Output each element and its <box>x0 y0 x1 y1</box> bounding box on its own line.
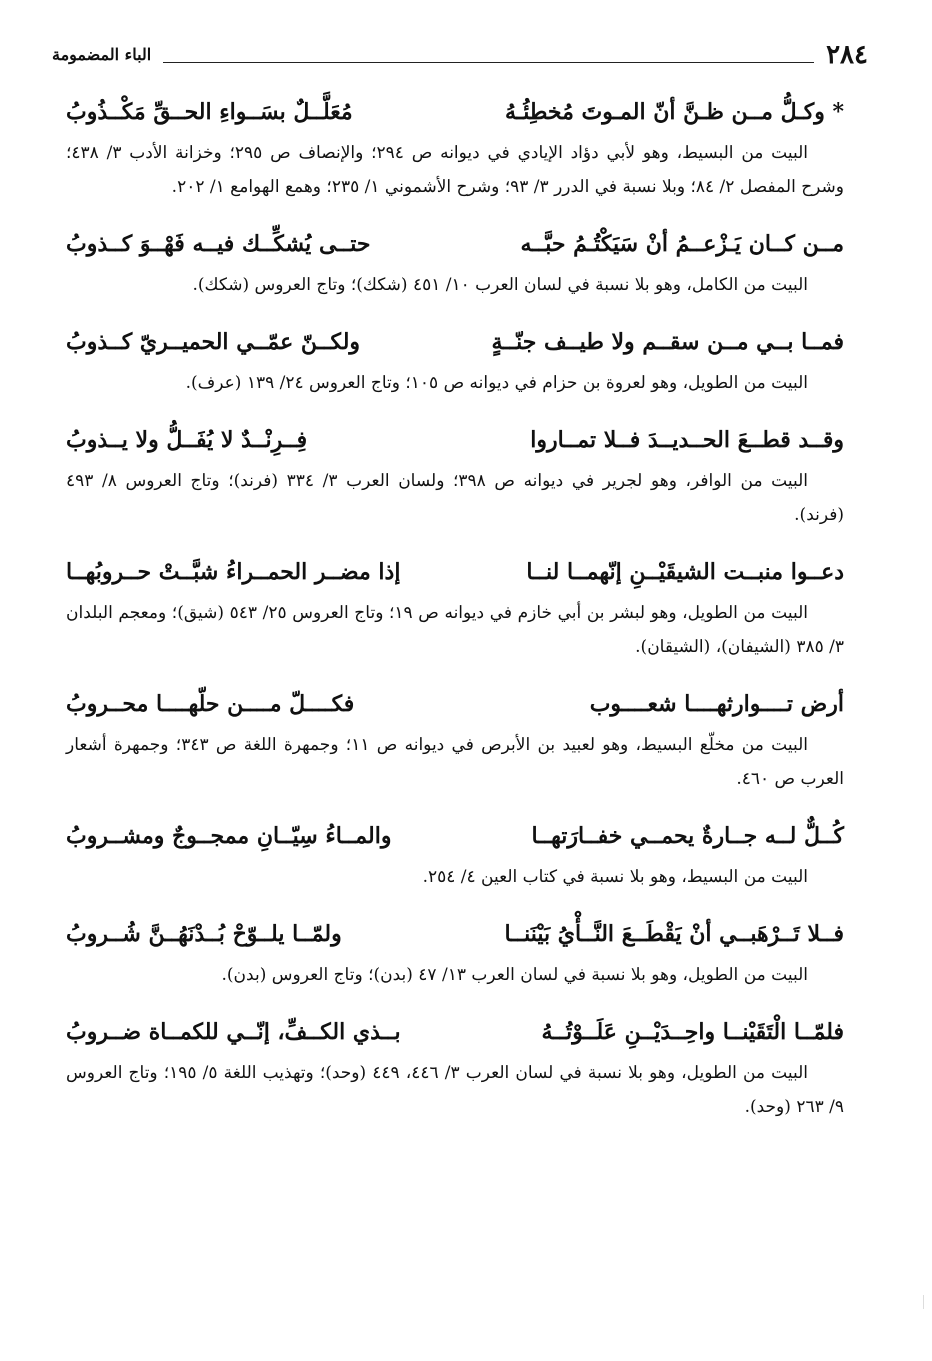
second-hemistich: والمــاءُ سِيّــانِ ممجــوجٌ ومشــروبُ <box>66 823 392 849</box>
source-note-text: البيت من الطويل، وهو بلا نسبة في لسان العرب ١٣/ ٤٧ (بدن)؛ وتاج العروس (بدن). <box>221 965 808 985</box>
source-note <box>66 958 844 992</box>
source-note <box>66 268 844 302</box>
source-note-text: البيت من الطويل، وهو لبشر بن أبي خازم في ديوانه ص ١٩؛ وتاج العروس ٢٥/ ٥٤٣ (شيق)؛ ومعجم البلدان ٣/ ٣٨٥ (الشيفان)، (الشيقان). <box>66 603 844 657</box>
poem-entry <box>66 914 844 992</box>
poem-entry <box>66 684 844 796</box>
source-note <box>66 136 844 204</box>
first-hemistich: أرض تــــوارثهــــا شعــــوب <box>589 691 844 717</box>
source-note-text: البيت من الطويل، وهو لعروة بن حزام في ديوانه ص ١٠٥؛ وتاج العروس ٢٤/ ١٣٩ (عرف). <box>185 373 808 393</box>
second-hemistich: فِــرِنْــدٌ لا يُفَــلُّ ولا يــذوبُ <box>66 427 308 453</box>
verse-line <box>66 552 844 592</box>
verse-line <box>66 322 844 362</box>
first-hemistich: فــلا تَــرْهَبــي أنْ يَقْطَــعَ النَّــأْيُ بَيْنَنــا <box>504 921 844 947</box>
source-note <box>66 596 844 664</box>
entries-list <box>66 92 844 1144</box>
second-hemistich: ولكــنّ عمّــي الحميــريّ كــذوبُ <box>66 329 361 355</box>
poem-entry <box>66 92 844 204</box>
header-rule <box>163 48 814 63</box>
first-hemistich: فلمّــا الْتَقَيْنــا واحِــدَيْــنِ عَلَــوْتُــهُ <box>541 1019 844 1045</box>
poem-entry <box>66 322 844 400</box>
poem-entry <box>66 552 844 664</box>
verse-line <box>66 914 844 954</box>
verse-line <box>66 92 844 132</box>
first-hemistich: مــن كــان يَـزْعــمُ أنْ سَيَكْتُـمُ حبَّــه <box>520 231 844 257</box>
second-hemistich: مُعَلَّــلٌ بسَــواءِ الحــقِّ مَكْــذُوبُ <box>66 99 353 125</box>
second-hemistich: ولمّــا يلــوّحْ بُــدْنَهُــنَّ شُــروبُ <box>66 921 342 947</box>
source-note-text: البيت من البسيط، وهو بلا نسبة في كتاب العين ٤/ ٢٥٤. <box>422 867 808 887</box>
poem-entry <box>66 1012 844 1124</box>
verse-line <box>66 684 844 724</box>
source-note-text: البيت من مخلّع البسيط، وهو لعبيد بن الأبرص في ديوانه ص ١١؛ وجمهرة اللغة ص ٣٤٣؛ وجمهرة أشعار العرب ص ٤٦٠. <box>66 735 844 789</box>
source-note-text: البيت من الكامل، وهو بلا نسبة في لسان العرب ١٠/ ٤٥١ (شكك)؛ وتاج العروس (شكك). <box>192 275 808 295</box>
poem-entry <box>66 816 844 894</box>
source-note <box>66 464 844 532</box>
second-hemistich: حتــى يُشكِّــك فيــه فَهْــوَ كــذوبُ <box>66 231 371 257</box>
verse-line <box>66 1012 844 1052</box>
second-hemistich: فكــــلّ مــــن حلّهــــا محــروبُ <box>66 691 355 717</box>
page-header <box>52 40 868 70</box>
first-hemistich: * وكـلُّ مــن ظـنَّ أنّ المـوتَ مُخطِئُـهُ <box>504 99 844 125</box>
source-note-text: البيت من البسيط، وهو لأبي دؤاد الإيادي في ديوانه ص ٢٩٤؛ والإنصاف ص ٢٩٥؛ وخزانة الأدب ٣/ ٤٣٨؛ وشرح المفصل ٢/ ٨٤؛ وبلا نسبة في الدرر ٣/ ٩٣؛ وشرح الأشموني ١/ ٢٣٥؛ وهمع الهوامع ١/ ٢٠٢. <box>66 143 844 197</box>
source-note <box>66 728 844 796</box>
verse-line <box>66 420 844 460</box>
first-hemistich: فمــا بــي مــن سقــم ولا طيــف جنّــةٍ <box>491 329 844 355</box>
source-note <box>66 366 844 400</box>
poem-entry <box>66 224 844 302</box>
source-note <box>66 1056 844 1124</box>
page-number: ٢٨٤ <box>826 40 868 70</box>
second-hemistich: بــذي الكــفِّ، إنّــي للكمــاة ضــروبُ <box>66 1019 401 1045</box>
poem-entry <box>66 420 844 532</box>
source-note-text: البيت من الوافر، وهو لجرير في ديوانه ص ٣٩٨؛ ولسان العرب ٣/ ٣٣٤ (فرند)؛ وتاج العروس ٨/ ٤٩٣ (فرند). <box>66 471 844 525</box>
second-hemistich: إذا مضــر الحمــراءُ شبَّــتْ حــروبُهــا <box>66 559 401 585</box>
verse-line <box>66 224 844 264</box>
source-note <box>66 860 844 894</box>
running-title: الباء المضمومة <box>52 45 152 64</box>
first-hemistich: دعــوا منبــت الشيقَيْــنِ إنّهمــا لنــا <box>526 559 844 585</box>
first-hemistich: كُــلٌّ لــه جــارةٌ يحمــي خفــارَتهــا <box>531 823 844 849</box>
page-edge-mark <box>913 1295 924 1309</box>
verse-line <box>66 816 844 856</box>
source-note-text: البيت من الطويل، وهو بلا نسبة في لسان العرب ٣/ ٤٤٦، ٤٤٩ (وحد)؛ وتهذيب اللغة ٥/ ١٩٥؛ وتاج العروس ٩/ ٢٦٣ (وحد). <box>66 1063 844 1117</box>
first-hemistich: وقــد قطــعَ الحــديــدَ فــلا تمــاروا <box>530 427 844 453</box>
